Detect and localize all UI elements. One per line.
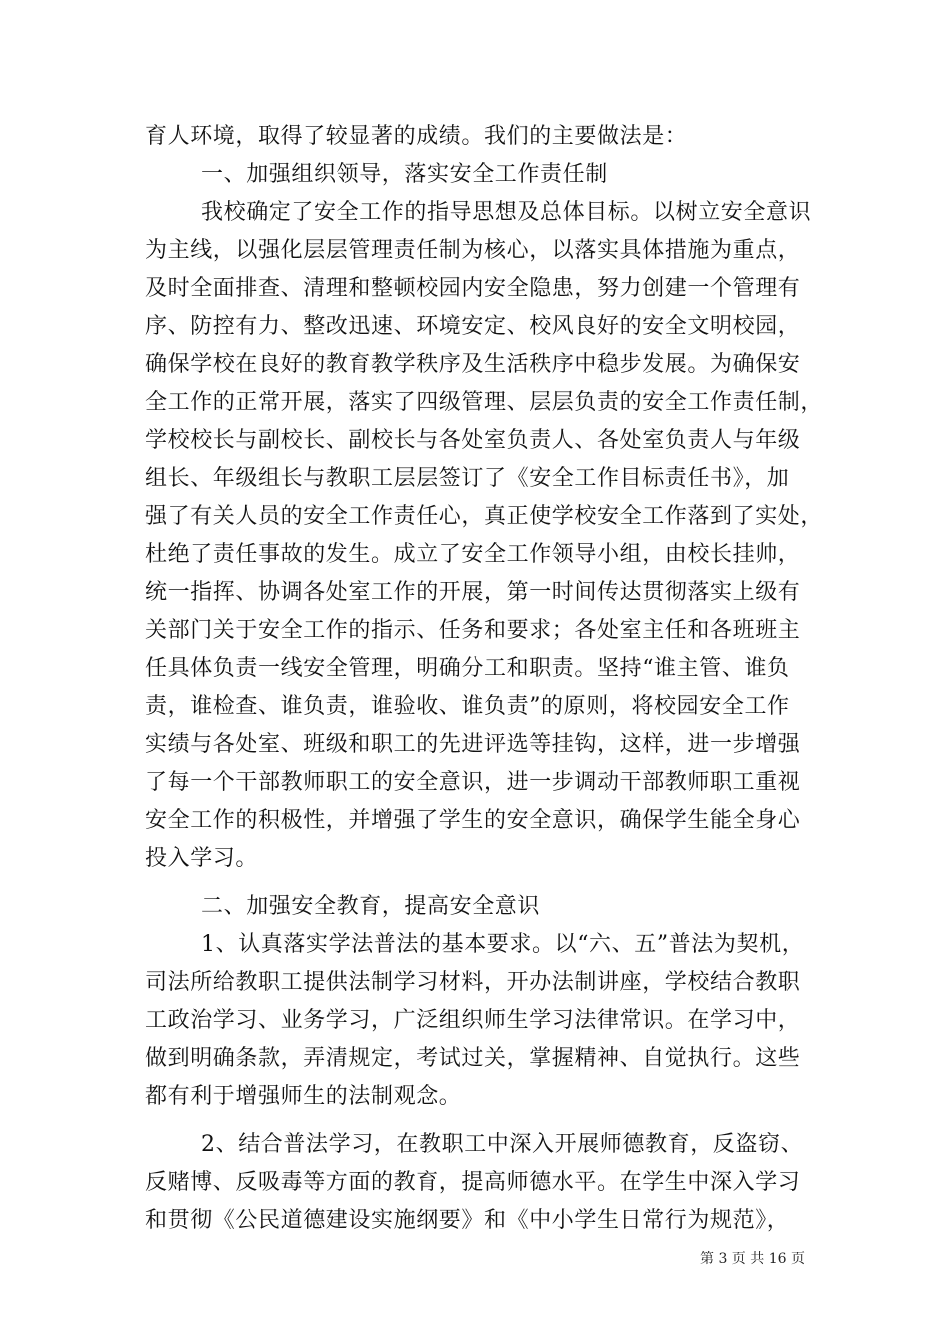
text-line: 育人环境，取得了较显著的成绩。我们的主要做法是：	[145, 124, 688, 149]
text-line: 及时全面排查、清理和整顿校园内安全隐患，努力创建一个管理有	[145, 276, 801, 301]
text-line: 2、结合普法学习，在教职工中深入开展师德教育，反盗窃、	[201, 1132, 804, 1157]
text-line: 工政治学习、业务学习，广泛组织师生学习法律常识。在学习中，	[145, 1008, 801, 1033]
text-line: 确保学校在良好的教育教学秩序及生活秩序中稳步发展。为确保安	[145, 352, 801, 377]
text-line: 关部门关于安全工作的指示、任务和要求；各处室主任和各班班主	[145, 618, 801, 643]
text-line: 杜绝了责任事故的发生。成立了安全工作领导小组，由校长挂帅，	[145, 542, 801, 567]
text-line: 任具体负责一线安全管理，明确分工和职责。坚持“谁主管、谁负	[145, 656, 790, 681]
text-line: 司法所给教职工提供法制学习材料，开办法制讲座，学校结合教职	[145, 970, 801, 995]
text-line: 责，谁检查、谁负责，谁验收、谁负责”的原则，将校园安全工作	[145, 694, 790, 719]
text-line: 序、防控有力、整改迅速、环境安定、校风良好的安全文明校园，	[145, 314, 801, 339]
text-line: 为主线，以强化层层管理责任制为核心，以落实具体措施为重点，	[145, 238, 801, 263]
text-line: 和贯彻《公民道德建设实施纲要》和《中小学生日常行为规范》，	[145, 1208, 790, 1233]
text-line: 实绩与各处室、班级和职工的先进评选等挂钩，这样，进一步增强	[145, 732, 801, 757]
text-line: 都有利于增强师生的法制观念。	[145, 1084, 462, 1109]
text-line: 统一指挥、协调各处室工作的开展，第一时间传达贯彻落实上级有	[145, 580, 801, 605]
text-line: 做到明确条款，弄清规定，考试过关，掌握精神、自觉执行。这些	[145, 1046, 801, 1071]
text-line: 1、认真落实学法普法的基本要求。以“六、五”普法为契机，	[201, 932, 805, 957]
document-body	[145, 118, 825, 1240]
page-number: 第 3 页 共 16 页	[700, 1251, 805, 1267]
section-heading-2: 二、加强安全教育，提高安全意识	[201, 894, 541, 919]
text-line: 强了有关人员的安全工作责任心，真正使学校安全工作落到了实处，	[145, 504, 824, 529]
text-line: 安全工作的积极性，并增强了学生的安全意识，确保学生能全身心	[145, 808, 801, 833]
text-line: 组长、年级组长与教职工层层签订了《安全工作目标责任书》，加	[145, 466, 790, 491]
section-heading-1: 一、加强组织领导，落实安全工作责任制	[201, 162, 608, 187]
text-line: 我校确定了安全工作的指导思想及总体目标。以树立安全意识	[201, 200, 812, 225]
text-line: 全工作的正常开展，落实了四级管理、层层负责的安全工作责任制，	[145, 390, 824, 415]
text-line: 了每一个干部教师职工的安全意识，进一步调动干部教师职工重视	[145, 770, 801, 795]
text-line: 投入学习。	[145, 846, 259, 871]
text-line: 反赌博、反吸毒等方面的教育，提高师德水平。在学生中深入学习	[145, 1170, 801, 1195]
text-line: 学校校长与副校长、副校长与各处室负责人、各处室负责人与年级	[145, 428, 801, 453]
